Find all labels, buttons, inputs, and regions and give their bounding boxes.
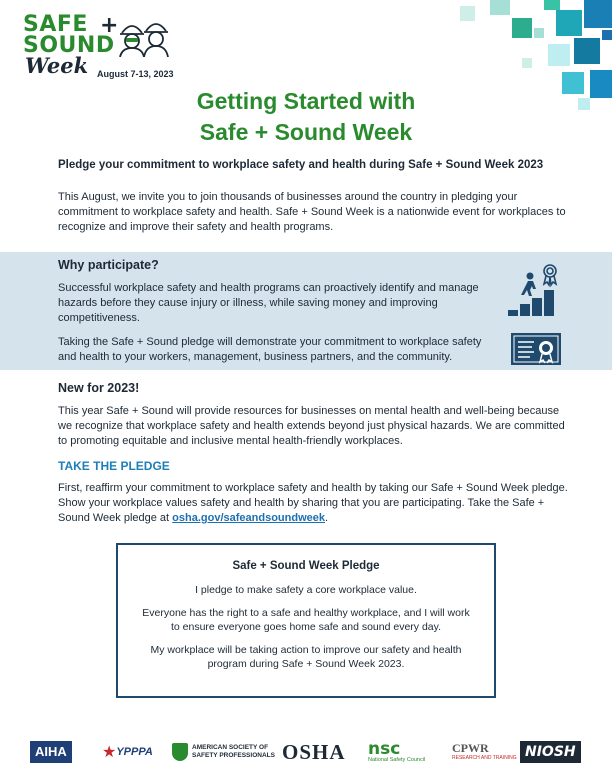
- nsc-subtext: National Safety Council: [368, 756, 426, 763]
- cpwr-logo: [452, 738, 517, 766]
- aiha-text: AIHA: [30, 741, 72, 763]
- hard-hat-workers-icon: [116, 17, 174, 57]
- square: [556, 10, 582, 36]
- pledge-box-line-1: I pledge to make safety a core workplace value.: [195, 584, 417, 596]
- new-paragraph: This year Safe + Sound will provide resources for businesses on mental health and well-being because we recognize that workplace safety and health extends beyond just physical hazards. We are committed to promoting equitable and inclusive mental health-friendly workplaces.: [58, 405, 565, 447]
- cpwr-subtext: RESEARCH AND TRAINING: [452, 755, 517, 761]
- logo-word-sound: SOUND: [23, 33, 115, 58]
- safe-sound-week-logo: [23, 14, 183, 84]
- pledge-link[interactable]: osha.gov/safeandsoundweek: [172, 512, 325, 524]
- osha-text: OSHA: [282, 740, 346, 764]
- nsc-logo: [368, 738, 425, 766]
- asse-text: [192, 744, 275, 760]
- square: [522, 58, 532, 68]
- certificate-icon: [510, 332, 562, 366]
- square: [574, 38, 600, 64]
- page-title: [0, 86, 612, 148]
- take-pledge-text: First, reaffirm your commitment to workplace safety and health by taking our Safe + Sound Week pledge. Show your workplace values safety and health by sharing that you are participating. Take the Safe + Sound Week pledge at: [58, 482, 568, 524]
- square: [460, 6, 475, 21]
- square: [512, 18, 532, 38]
- nsc-text: nsc: [368, 738, 401, 759]
- cpwr-text: CPWR: [452, 741, 489, 755]
- take-pledge-heading: TAKE THE PLEDGE: [58, 459, 170, 473]
- square: [490, 0, 510, 15]
- logo-word-safe: SAFE: [23, 12, 88, 37]
- asse-shield-icon: [172, 743, 188, 761]
- square: [602, 30, 612, 40]
- pledge-box: [116, 543, 496, 698]
- asse-line-2: SAFETY PROFESSIONALS: [192, 752, 275, 759]
- asse-line-1: AMERICAN SOCIETY OF: [192, 744, 269, 751]
- aiha-logo: [30, 738, 72, 766]
- logo-word-week: Week: [25, 53, 89, 78]
- intro-paragraph: This August, we invite you to join thousands of businesses around the country in pledging your commitment to workplace safety and health. Safe + Sound Week is a nationwide event for workplaces to recognize and improve their safety and health programs.: [58, 191, 566, 233]
- why-heading: Why participate?: [58, 258, 159, 272]
- ypppa-star-icon: ★: [102, 742, 117, 761]
- partner-logos: [20, 738, 600, 766]
- square: [548, 44, 570, 66]
- ypppa-text: YPPPA: [116, 746, 153, 758]
- pledge-box-title: Safe + Sound Week Pledge: [232, 560, 380, 572]
- logo-dates: August 7-13, 2023: [97, 69, 174, 79]
- why-participate-section: [0, 252, 612, 370]
- logo-plus: +: [100, 13, 119, 38]
- square: [584, 0, 612, 28]
- pledge-lead: Pledge your commitment to workplace safety and health during Safe + Sound Week 2023: [58, 159, 544, 171]
- pledge-box-line-3: My workplace will be taking action to improve our safety and health program during Safe + Sound Week 2023.: [150, 644, 462, 670]
- osha-logo: [282, 738, 346, 766]
- ypppa-logo: [102, 738, 153, 766]
- square: [534, 28, 544, 38]
- asse-logo: [172, 738, 275, 766]
- square: [544, 0, 560, 10]
- take-pledge-period: .: [325, 512, 329, 524]
- niosh-logo: [520, 738, 581, 766]
- title-line-1: Getting Started with: [196, 88, 416, 114]
- pledge-box-line-2: Everyone has the right to a safe and healthy workplace, and I will work to ensure everyone goes home safe and sound every day.: [142, 607, 470, 633]
- why-paragraph-2: Taking the Safe + Sound pledge will demonstrate your commitment to workplace safety and health to your workers, management, business partners, and the community.: [58, 336, 482, 363]
- title-line-2: Safe + Sound Week: [199, 119, 413, 145]
- niosh-text: NIOSH: [520, 741, 581, 763]
- why-paragraph-1: Successful workplace safety and health programs can proactively identify and manage hazards before they cause injury or illness, while saving money and improving competitiveness.: [58, 282, 479, 324]
- take-pledge-paragraph: [58, 481, 578, 526]
- new-heading: New for 2023!: [58, 381, 140, 395]
- stairs-award-icon: [506, 262, 562, 318]
